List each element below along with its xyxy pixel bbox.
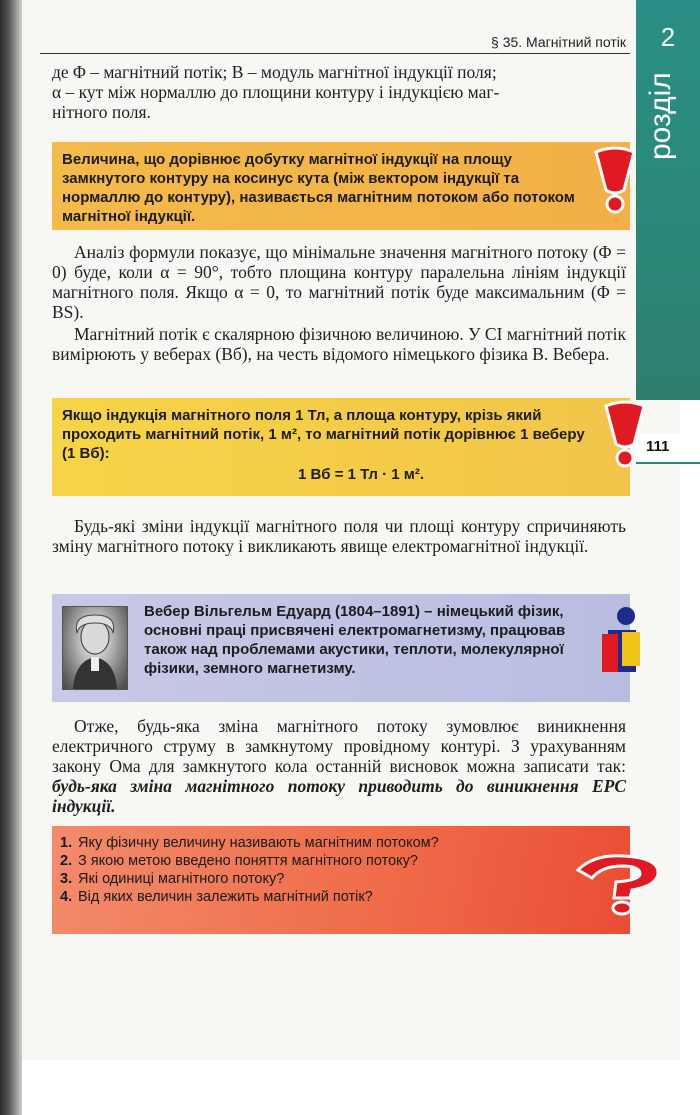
page-number: 111 bbox=[646, 438, 670, 455]
analysis-paragraph: Аналіз формули показує, що мінімальне значення магнітного потоку (Φ = 0) буде, коли α = 90°, тобто площина контуру паралельна лініям індукції магнітного поля. Якщо α = 0, то магнітний потік буде максимальним (Φ = BS). bbox=[52, 242, 626, 322]
question-item: 3. Які одиниці магнітного потоку? bbox=[60, 871, 285, 887]
questions-list bbox=[60, 834, 620, 906]
weber-formula: 1 Вб = 1 Тл · 1 м². bbox=[297, 466, 425, 483]
conclusion-paragraph bbox=[52, 716, 626, 816]
question-mark-icon bbox=[574, 852, 666, 916]
portrait-illustration bbox=[63, 607, 127, 689]
definition-text: Величина, що дорівнює добутку магнітної індукції на площу замкнутого контуру на косинус кута (між вектором індукції та нормаллю до контуру), називається магнітним потоком або потоком магнітної індукції. bbox=[62, 151, 575, 225]
intro-line: де Φ – магнітний потік; B – модуль магнітної індукції поля; bbox=[52, 62, 497, 82]
intro-paragraph bbox=[52, 62, 626, 122]
section-title: § 35. Магнітний потік bbox=[491, 34, 626, 50]
induction-paragraph: Будь-які зміни індукції магнітного поля чи площі контуру спричиняють зміну магнітного потоку і викликають явище електромагнітної індукції. bbox=[52, 516, 626, 556]
chapter-tab bbox=[636, 0, 700, 400]
questions-box bbox=[52, 826, 630, 934]
question-item: 2. З якою метою введено поняття магнітного потоку? bbox=[60, 853, 418, 869]
analysis-paragraph-units: Магнітний потік є скалярною фізичною величиною. У СІ магнітний потік вимірюють у веберах (Вб), на честь відомого німецького фізика В. Вебера. bbox=[52, 324, 626, 364]
exclamation-icon bbox=[600, 400, 650, 470]
question-item: 1. Яку фізичну величину називають магнітним потоком? bbox=[60, 835, 439, 851]
biography-box bbox=[52, 594, 630, 702]
chapter-number: 2 bbox=[660, 22, 676, 52]
conclusion-text: Отже, будь-яка зміна магнітного потоку зумовлює виникнення електричного струму в замкнутому провідному контурі. З урахуванням закону Ома для замкнутого кола останній висновок можна записати так: bbox=[52, 716, 626, 776]
definition-box bbox=[52, 142, 630, 230]
unit-definition-text: Якщо індукція магнітного поля 1 Тл, а площа контуру, крізь який проходить магнітний потік, 1 м², то магнітний потік дорівнює 1 веберу (1 Вб): bbox=[62, 407, 585, 462]
info-icon bbox=[600, 604, 646, 676]
running-header bbox=[40, 30, 630, 54]
book-binding-edge bbox=[0, 0, 22, 1115]
conclusion-emphasis: будь-яка зміна магнітного потоку приводить до виникнення ЕРС індукції. bbox=[52, 776, 626, 816]
unit-definition-box bbox=[52, 398, 630, 496]
intro-line: нітного поля. bbox=[52, 102, 151, 122]
intro-line: α – кут між нормаллю до площини контуру і індукцією маг- bbox=[52, 82, 500, 102]
chapter-label: розділ bbox=[644, 72, 677, 160]
weber-portrait bbox=[62, 606, 128, 690]
exclamation-icon bbox=[590, 146, 640, 216]
question-item: 4. Від яких величин залежить магнітний потік? bbox=[60, 889, 373, 905]
biography-text: Вебер Вільгельм Едуард (1804–1891) – німецький фізик, основні праці присвячені електромагнетизму, працював також над проблемами акустики, теплоти, молекулярної фізики, земного магнетизму. bbox=[144, 603, 566, 677]
